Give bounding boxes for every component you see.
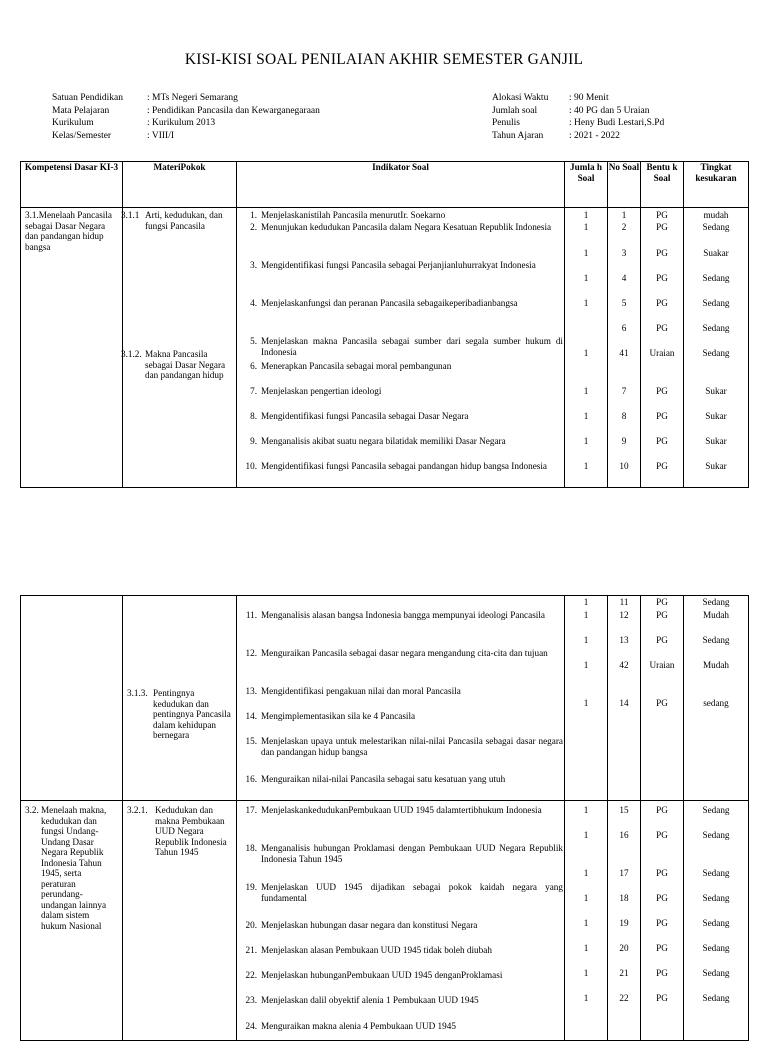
no-soal-cell (608, 596, 641, 801)
tingkat-value: Sedang (702, 868, 730, 878)
jumlah-value: 1 (583, 868, 589, 878)
indikator-text: Menganalisis hubungan Proklamasi dengan Pembukaan UUD Negara Republik Indonesia Tahun 1945 (261, 843, 563, 864)
jumlah-value: 1 (583, 411, 589, 421)
meta-label: Kurikulum (52, 118, 94, 128)
jumlah-value: 1 (583, 805, 589, 815)
meta-value: : MTs Negeri Semarang (147, 92, 238, 105)
indikator-text: Mengidentifikasi fungsi Pancasila sebagai Dasar Negara (261, 411, 469, 421)
indikator-number: 2. (250, 222, 257, 232)
indikator-text: Menunjukan kedudukan Pancasila dalam Negara Kesatuan Republik Indonesia (261, 222, 552, 232)
indikator-text: Menjelaskanistilah Pancasila menurutIr. Soekarno (261, 210, 446, 220)
no-soal-cell (608, 801, 641, 1041)
bentuk-value: PG (656, 893, 668, 903)
kd-cell (21, 596, 123, 801)
indikator-number: 13. (245, 686, 257, 696)
tingkat-value: Sedang (702, 298, 730, 308)
kisi-table-page-1 (20, 161, 749, 488)
tingkat-value: Sedang (702, 273, 730, 283)
jumlah-value: 1 (583, 830, 589, 840)
materi-text: Makna Pancasila sebagai Dasar Negara dan pandangan hidup (145, 349, 226, 380)
bentuk-value: PG (656, 830, 668, 840)
no-soal-value: 16 (619, 830, 629, 840)
indikator-number: 17. (245, 805, 257, 815)
meta-row (492, 117, 664, 130)
kd-text: Menelaah makna, kedudukan dan fungsi Undang-Undang Dasar Negara Republik Indonesia Tahun 1945, serta peraturan perundang-undangan lainnya dalam sistem hukum Nasional (41, 805, 107, 931)
header-tingkat-kesukaran: Tingkat kesukaran (684, 162, 749, 208)
bentuk-value: PG (656, 248, 668, 258)
meta-value: : VIII/I (147, 130, 174, 143)
kd-number: 3.2. (25, 805, 39, 815)
materi-number: 3.1.2. (121, 349, 142, 359)
indikator-number: 11. (245, 610, 257, 620)
bentuk-value: PG (656, 210, 668, 220)
kd-text: 3.1.Menelaah Pancasila sebagai Dasar Negara dan pandangan hidup bangsa (25, 210, 112, 252)
bentuk-value: PG (656, 461, 668, 471)
indikator-number: 18. (245, 843, 257, 853)
bentuk-value: PG (656, 635, 668, 645)
indikator-number: 24. (245, 1021, 257, 1031)
no-soal-value: 19 (619, 918, 629, 928)
meta-label: Alokasi Waktu (492, 93, 549, 103)
tingkat-value: Mudah (702, 610, 730, 620)
tingkat-value: Sedang (702, 918, 730, 928)
bentuk-value: PG (656, 386, 668, 396)
tingkat-cell (684, 596, 749, 801)
materi-text: Arti, kedudukan, dan fungsi Pancasila (145, 210, 223, 231)
jumlah-value: 1 (583, 461, 589, 471)
jumlah-value: 1 (583, 386, 589, 396)
no-soal-value: 20 (619, 943, 629, 953)
kd-cell (21, 801, 123, 1041)
bentuk-value: Uraian (649, 348, 675, 358)
tingkat-value: Sedang (702, 993, 730, 1003)
no-soal-value: 6 (621, 323, 627, 333)
no-soal-value: 3 (621, 248, 627, 258)
meta-value: : Pendidikan Pancasila dan Kewarganegaraan (147, 105, 320, 118)
bentuk-value: PG (656, 597, 668, 607)
tingkat-value: Sedang (702, 805, 730, 815)
tingkat-cell (684, 801, 749, 1041)
indikator-number: 10. (245, 461, 257, 471)
jumlah-value: 1 (583, 348, 589, 358)
tingkat-value: Sedang (702, 943, 730, 953)
bentuk-value: PG (656, 993, 668, 1003)
jumlah-value: 1 (583, 436, 589, 446)
no-soal-value: 41 (619, 348, 629, 358)
bentuk-value: PG (656, 868, 668, 878)
indikator-number: 16. (245, 774, 257, 784)
no-soal-value: 17 (619, 868, 629, 878)
no-soal-value: 18 (619, 893, 629, 903)
indikator-text: Menguraikan Pancasila sebagai dasar negara mengandung cita-cita dan tujuan (261, 648, 548, 658)
indikator-text: Menjelaskan hubunganPembukaan UUD 1945 denganProklamasi (261, 970, 503, 980)
tingkat-value: Suakar (703, 248, 729, 258)
bentuk-value: PG (656, 436, 668, 446)
jumlah-value: 1 (583, 222, 589, 232)
jumlah-value: 1 (583, 893, 589, 903)
no-soal-value: 12 (619, 610, 629, 620)
indikator-text: Menganalisis alasan bangsa Indonesia bangga mempunyai ideologi Pancasila (261, 610, 545, 620)
materi-number: 3.2.1. (127, 805, 148, 815)
meta-label: Penulis (492, 118, 520, 128)
indikator-number: 4. (250, 298, 257, 308)
indikator-number: 9. (250, 436, 257, 446)
bentuk-cell (641, 801, 684, 1041)
meta-row (492, 130, 664, 143)
indikator-cell (237, 596, 565, 801)
meta-row (52, 130, 320, 143)
bentuk-value: PG (656, 698, 668, 708)
bentuk-value: PG (656, 222, 668, 232)
indikator-number: 21. (245, 945, 257, 955)
jumlah-cell (565, 596, 608, 801)
no-soal-value: 9 (621, 436, 627, 446)
no-soal-value: 10 (619, 461, 629, 471)
meta-row (492, 105, 664, 118)
bentuk-value: PG (656, 918, 668, 928)
document-title: KISI-KISI SOAL PENILAIAN AKHIR SEMESTER GANJIL (184, 51, 584, 68)
indikator-text: Menjelaskan alasan Pembukaan UUD 1945 tidak boleh diubah (261, 945, 492, 955)
no-soal-value: 42 (619, 660, 629, 670)
meta-row (52, 117, 320, 130)
header-jumlah-soal: Jumla h Soal (565, 162, 608, 208)
bentuk-value: PG (656, 943, 668, 953)
indikator-text: Menjelaskan makna Pancasila sebagai sumber dari segala sumber hukum di Indonesia (261, 336, 563, 357)
jumlah-cell (565, 801, 608, 1041)
indikator-text: Menjelaskan pengertian ideologi (261, 386, 382, 396)
indikator-number: 7. (250, 386, 257, 396)
indikator-text: MenjelaskankedudukanPembukaan UUD 1945 dalamtertibhukum Indonesia (261, 805, 542, 815)
indikator-text: Menerapkan Pancasila sebagai moral pembangunan (261, 361, 452, 371)
materi-cell (123, 801, 237, 1041)
indikator-number: 23. (245, 995, 257, 1005)
meta-value: : 40 PG dan 5 Uraian (569, 105, 649, 118)
header-bentuk-soal: Bentu k Soal (641, 162, 684, 208)
indikator-number: 19. (245, 882, 257, 892)
materi-text: Pentingnya kedudukan dan pentingnya Pancasila dalam kehidupan bernegara (153, 688, 231, 740)
tingkat-cell (684, 208, 749, 488)
bentuk-cell (641, 208, 684, 488)
indikator-text: Menjelaskan hubungan dasar negara dan konstitusi Negara (261, 920, 478, 930)
no-soal-value: 14 (619, 698, 629, 708)
jumlah-value: 1 (583, 635, 589, 645)
no-soal-value: 21 (619, 968, 629, 978)
no-soal-value: 4 (621, 273, 627, 283)
no-soal-value: 15 (619, 805, 629, 815)
meta-value: : 90 Menit (569, 92, 609, 105)
indikator-text: Menjelaskan upaya untuk melestarikan nilai-nilai Pancasila sebagai dasar negara dan pandangan hidup bangsa (261, 736, 563, 757)
header-kompetensi-dasar: Kompetensi Dasar KI-3 (21, 162, 123, 208)
tingkat-value: Sukar (705, 436, 727, 446)
kisi-table-page-2 (20, 595, 749, 1041)
tingkat-value: Sedang (702, 968, 730, 978)
meta-value: : 2021 - 2022 (569, 130, 620, 143)
tingkat-value: Sedang (702, 323, 730, 333)
no-soal-value: 22 (619, 993, 629, 1003)
bentuk-cell (641, 596, 684, 801)
meta-label: Jumlah soal (492, 105, 538, 116)
tingkat-value: Sukar (705, 461, 727, 471)
meta-row (52, 105, 320, 118)
meta-row (52, 92, 320, 105)
materi-cell (123, 208, 237, 488)
jumlah-cell (565, 208, 608, 488)
no-soal-value: 1 (621, 210, 627, 220)
indikator-text: Menjelaskan UUD 1945 dijadikan sebagai pokok kaidah negara yang fundamental (261, 882, 563, 903)
indikator-cell (237, 801, 565, 1041)
no-soal-value: 11 (619, 597, 629, 607)
bentuk-value: Uraian (649, 660, 675, 670)
indikator-number: 1. (250, 210, 257, 220)
jumlah-value: 1 (583, 943, 589, 953)
tingkat-value: Sedang (702, 222, 730, 232)
jumlah-value: 1 (583, 660, 589, 670)
header-materi-pokok: MateriPokok (123, 162, 237, 208)
meta-label: Kelas/Semester (52, 130, 112, 141)
jumlah-value: 1 (583, 918, 589, 928)
indikator-text: Menguraikan makna alenia 4 Pembukaan UUD 1945 (261, 1021, 456, 1031)
jumlah-value: 1 (583, 210, 589, 220)
tingkat-value: sedang (703, 698, 729, 708)
meta-value: : Heny Budi Lestari,S.Pd (569, 117, 664, 130)
jumlah-value: 1 (583, 273, 589, 283)
indikator-cell (237, 208, 565, 488)
jumlah-value: 1 (583, 993, 589, 1003)
indikator-text: Menjelaskan dalil obyektif alenia 1 Pembukaan UUD 1945 (261, 995, 479, 1005)
no-soal-value: 5 (621, 298, 627, 308)
indikator-text: Menguraikan nilai-nilai Pancasila sebagai satu kesatuan yang utuh (261, 774, 506, 784)
jumlah-value: 1 (583, 698, 589, 708)
indikator-text: Mengidentifikasi fungsi Pancasila sebagai Perjanjianluhurrakyat Indonesia (261, 260, 536, 270)
bentuk-value: PG (656, 610, 668, 620)
indikator-text: Mengimplementasikan sila ke 4 Pancasila (261, 711, 416, 721)
tingkat-value: Sedang (702, 635, 730, 645)
indikator-text: Mengidentifikasi pengakuan nilai dan moral Pancasila (261, 686, 461, 696)
bentuk-value: PG (656, 411, 668, 421)
materi-cell (123, 596, 237, 801)
indikator-text: Mengidentifikasi fungsi Pancasila sebagai pandangan hidup bangsa Indonesia (261, 461, 548, 471)
indikator-number: 20. (245, 920, 257, 930)
no-soal-value: 8 (621, 411, 627, 421)
tingkat-value: Sedang (702, 830, 730, 840)
tingkat-value: Sedang (702, 348, 730, 358)
no-soal-value: 13 (619, 635, 629, 645)
jumlah-value: 1 (583, 597, 589, 607)
header-indikator-soal: Indikator Soal (237, 162, 565, 208)
bentuk-value: PG (656, 805, 668, 815)
jumlah-value: 1 (583, 248, 589, 258)
indikator-number: 5. (250, 336, 257, 346)
meta-row (492, 92, 664, 105)
meta-left (52, 92, 320, 142)
materi-number: 3.1.1 (121, 210, 140, 220)
meta-label: Satuan Pendidikan (52, 93, 123, 103)
no-soal-cell (608, 208, 641, 488)
bentuk-value: PG (656, 323, 668, 333)
bentuk-value: PG (656, 968, 668, 978)
materi-number: 3.1.3. (127, 688, 148, 698)
indikator-text: Menganalisis akibat suatu negara bilatidak memiliki Dasar Negara (261, 436, 506, 446)
indikator-number: 8. (250, 411, 257, 421)
meta-value: : Kurikulum 2013 (147, 117, 215, 130)
tingkat-value: mudah (703, 210, 729, 220)
meta-right (492, 92, 664, 142)
jumlah-value: 1 (583, 610, 589, 620)
jumlah-value: 1 (583, 298, 589, 308)
indikator-number: 22. (245, 970, 257, 980)
meta-label: Tahun Ajaran (492, 130, 544, 141)
tingkat-value: Sukar (705, 411, 727, 421)
no-soal-value: 7 (621, 386, 627, 396)
indikator-number: 12. (245, 648, 257, 658)
indikator-number: 15. (245, 736, 257, 746)
indikator-number: 14. (245, 711, 257, 721)
tingkat-value: Mudah (702, 660, 730, 670)
kd-cell (21, 208, 123, 488)
indikator-number: 6. (250, 361, 257, 371)
bentuk-value: PG (656, 298, 668, 308)
no-soal-value: 2 (621, 222, 627, 232)
materi-text: Kedudukan dan makna Pembukaan UUD Negara Republik Indonesia Tahun 1945 (155, 805, 227, 857)
tingkat-value: Sedang (702, 893, 730, 903)
header-no-soal: No Soal (608, 162, 641, 208)
indikator-number: 3. (250, 260, 257, 270)
tingkat-value: Sedang (702, 597, 730, 607)
jumlah-value: 1 (583, 968, 589, 978)
meta-label: Mata Pelajaran (52, 105, 110, 116)
tingkat-value: Sukar (705, 386, 727, 396)
indikator-text: Menjelaskanfungsi dan peranan Pancasila sebagaikeperibadianbangsa (261, 298, 518, 308)
bentuk-value: PG (656, 273, 668, 283)
